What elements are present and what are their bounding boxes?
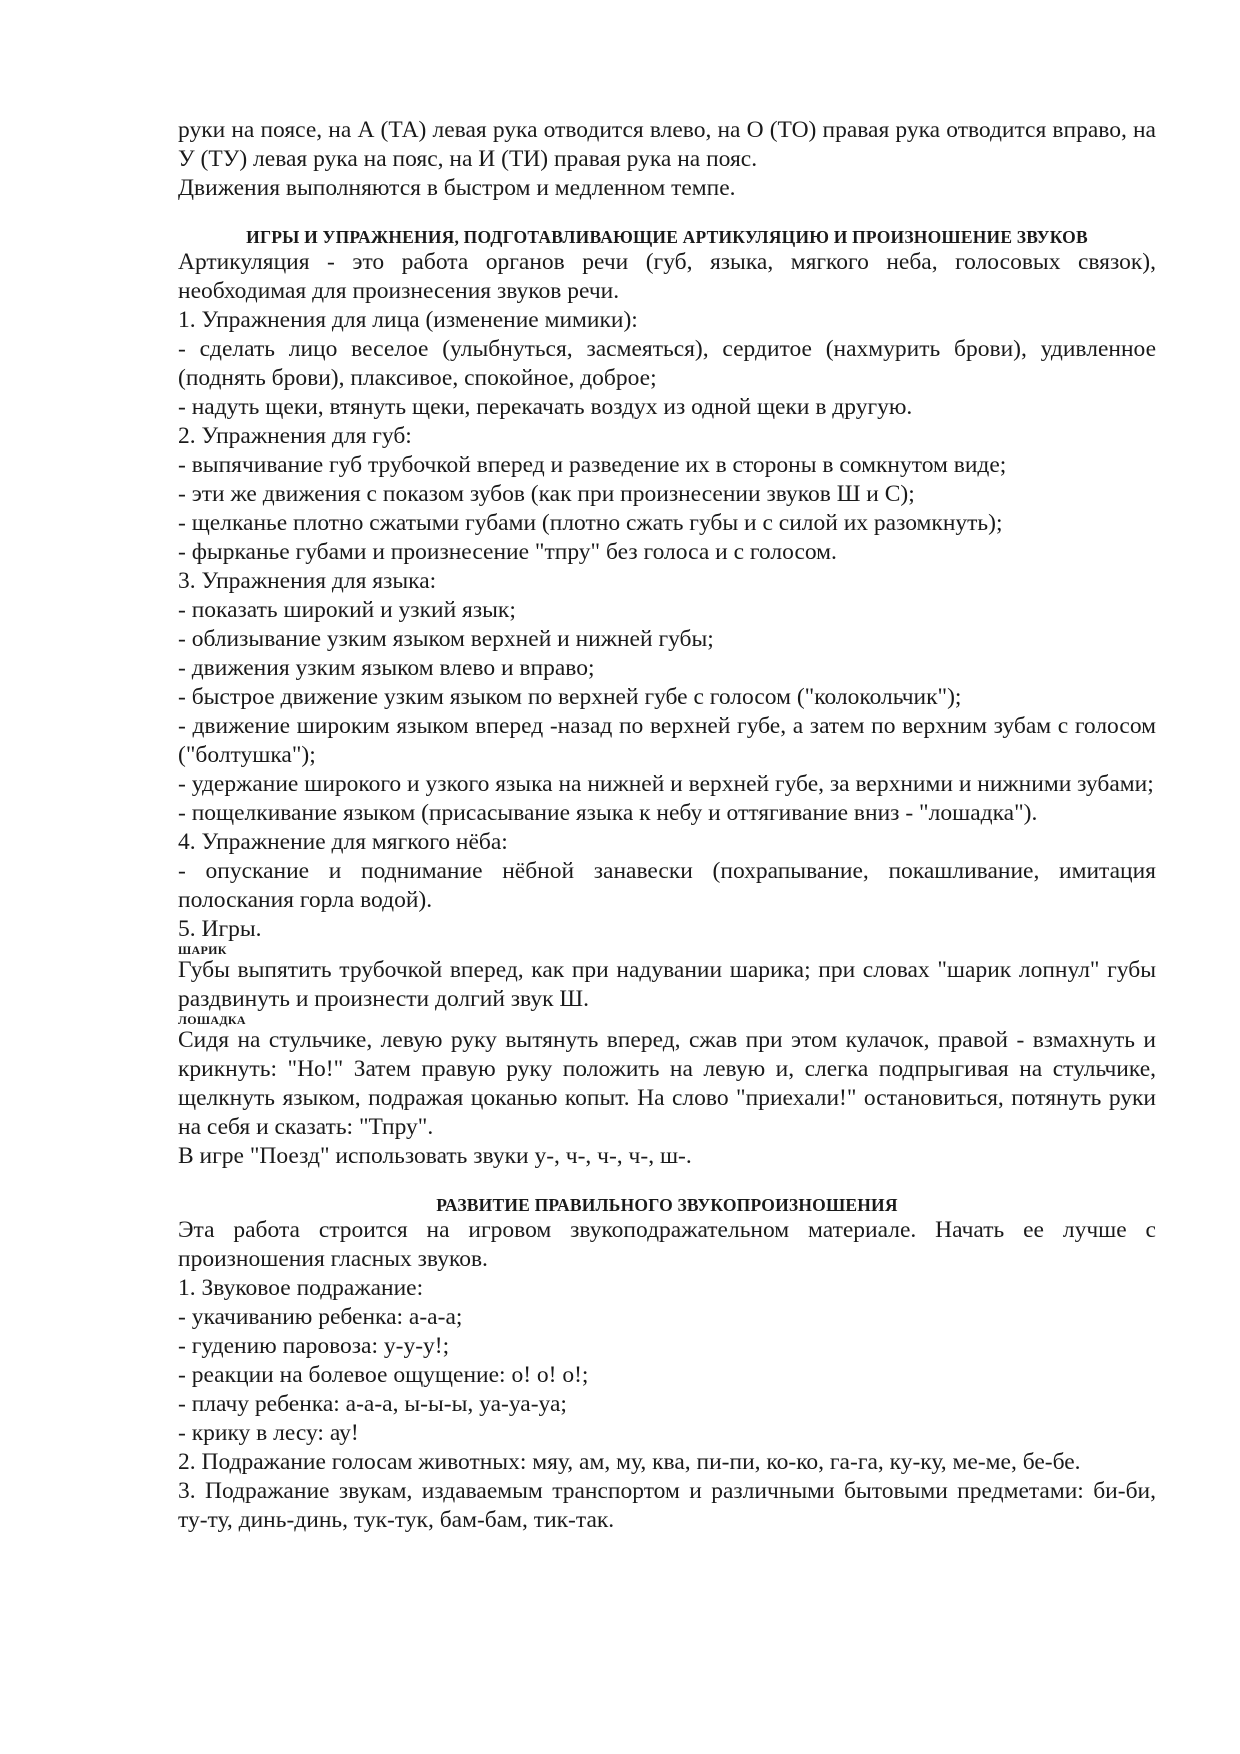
list-item: - движения узким языком влево и вправо; [178,655,595,681]
section-heading-pronunciation: РАЗВИТИЕ ПРАВИЛЬНОГО ЗВУКОПРОИЗНОШЕНИЯ [436,1195,898,1215]
sound-imitation-title: 1. Звуковое подражание: [178,1275,424,1301]
list-item: - движение широким языком вперед -назад по верхней губе, а затем по верхним зубам с голосом ("болтушка"); [178,713,1156,768]
list-item: - сделать лицо веселое (улыбнуться, засмеяться), сердитое (нахмурить брови), удивленное (поднять брови), плаксивое, спокойное, доброе; [178,336,1156,391]
animal-voices-item: 2. Подражание голосам животных: мяу, ам, му, ква, пи-пи, ко-ко, га-га, ку-ку, ме-ме, бе-бе. [178,1449,1081,1475]
list-item: - реакции на болевое ощущение: о! о! о!; [178,1362,589,1388]
list-item: - щелканье плотно сжатыми губами (плотно сжать губы и с силой их разомкнуть); [178,510,1003,536]
game-title-loshadka: ЛОШАДКА [178,1013,246,1027]
document-page [178,116,1156,1535]
game-text-loshadka: Сидя на стульчике, левую руку вытянуть вперед, сжав при этом кулачок, правой - взмахнуть и крикнуть: "Но!" Затем правую руку положить на левую и, слегка подпрыгивая на стульчике, щелкнуть языком, подражая цоканью копыт. На слово "приехали!" остановиться, потянуть руки на себя и сказать: "Тпру". [178,1027,1156,1140]
face-exercises-title: 1. Упражнения для лица (изменение мимики): [178,307,638,333]
tongue-exercises-title: 3. Упражнения для языка: [178,568,437,594]
list-item: - эти же движения с показом зубов (как при произнесении звуков Ш и С); [178,481,915,507]
list-item: - гудению паровоза: у-у-у!; [178,1333,450,1359]
list-item: - фырканье губами и произнесение "тпру" без голоса и с голосом. [178,539,837,565]
section-heading-articulation: ИГРЫ И УПРАЖНЕНИЯ, ПОДГОТАВЛИВАЮЩИЕ АРТИКУЛЯЦИЮ И ПРОИЗНОШЕНИЕ ЗВУКОВ [246,227,1088,247]
train-game-note: В игре "Поезд" использовать звуки у-, ч-, ч-, ч-, ш-. [178,1143,692,1169]
game-title-sharik: ШАРИК [178,943,227,957]
intro-paragraph: руки на поясе, на А (ТА) левая рука отводится влево, на О (ТО) правая рука отводится вправо, на У (ТУ) левая рука на пояс, на И (ТИ) правая рука на пояс. [178,117,1156,172]
palate-exercise-title: 4. Упражнение для мягкого нёба: [178,829,508,855]
games-title: 5. Игры. [178,916,262,942]
list-item: - выпячивание губ трубочкой вперед и разведение их в стороны в сомкнутом виде; [178,452,1007,478]
list-item: - крику в лесу: ау! [178,1420,359,1446]
list-item: - показать широкий и узкий язык; [178,597,516,623]
list-item: - надуть щеки, втянуть щеки, перекачать воздух из одной щеки в другую. [178,394,913,420]
list-item: - удержание широкого и узкого языка на нижней и верхней губе, за верхними и нижними зубами; [178,771,1154,797]
game-text-sharik: Губы выпятить трубочкой вперед, как при надувании шарика; при словах "шарик лопнул" губы раздвинуть и произнести долгий звук Ш. [178,957,1156,1012]
articulation-definition: Артикуляция - это работа органов речи (губ, языка, мягкого неба, голосовых связок), необходимая для произнесения звуков речи. [178,249,1156,304]
list-item: - пощелкивание языком (присасывание языка к небу и оттягивание вниз - "лошадка"). [178,800,1038,826]
intro-tempo-line: Движения выполняются в быстром и медленном темпе. [178,175,736,201]
pronunciation-intro: Эта работа строится на игровом звукоподражательном материале. Начать ее лучше с произношения гласных звуков. [178,1217,1156,1272]
list-item: - опускание и поднимание нёбной занавески (похрапывание, покашливание, имитация полоскания горла водой). [178,858,1156,913]
list-item: - плачу ребенка: а-а-а, ы-ы-ы, уа-уа-уа; [178,1391,567,1417]
list-item: - облизывание узким языком верхней и нижней губы; [178,626,714,652]
list-item: - укачиванию ребенка: а-а-а; [178,1304,463,1330]
object-sounds-item: 3. Подражание звукам, издаваемым транспортом и различными бытовыми предметами: би-би, ту-ту, динь-динь, тук-тук, бам-бам, тик-так. [178,1478,1156,1533]
lips-exercises-title: 2. Упражнения для губ: [178,423,412,449]
list-item: - быстрое движение узким языком по верхней губе с голосом ("колокольчик"); [178,684,962,710]
